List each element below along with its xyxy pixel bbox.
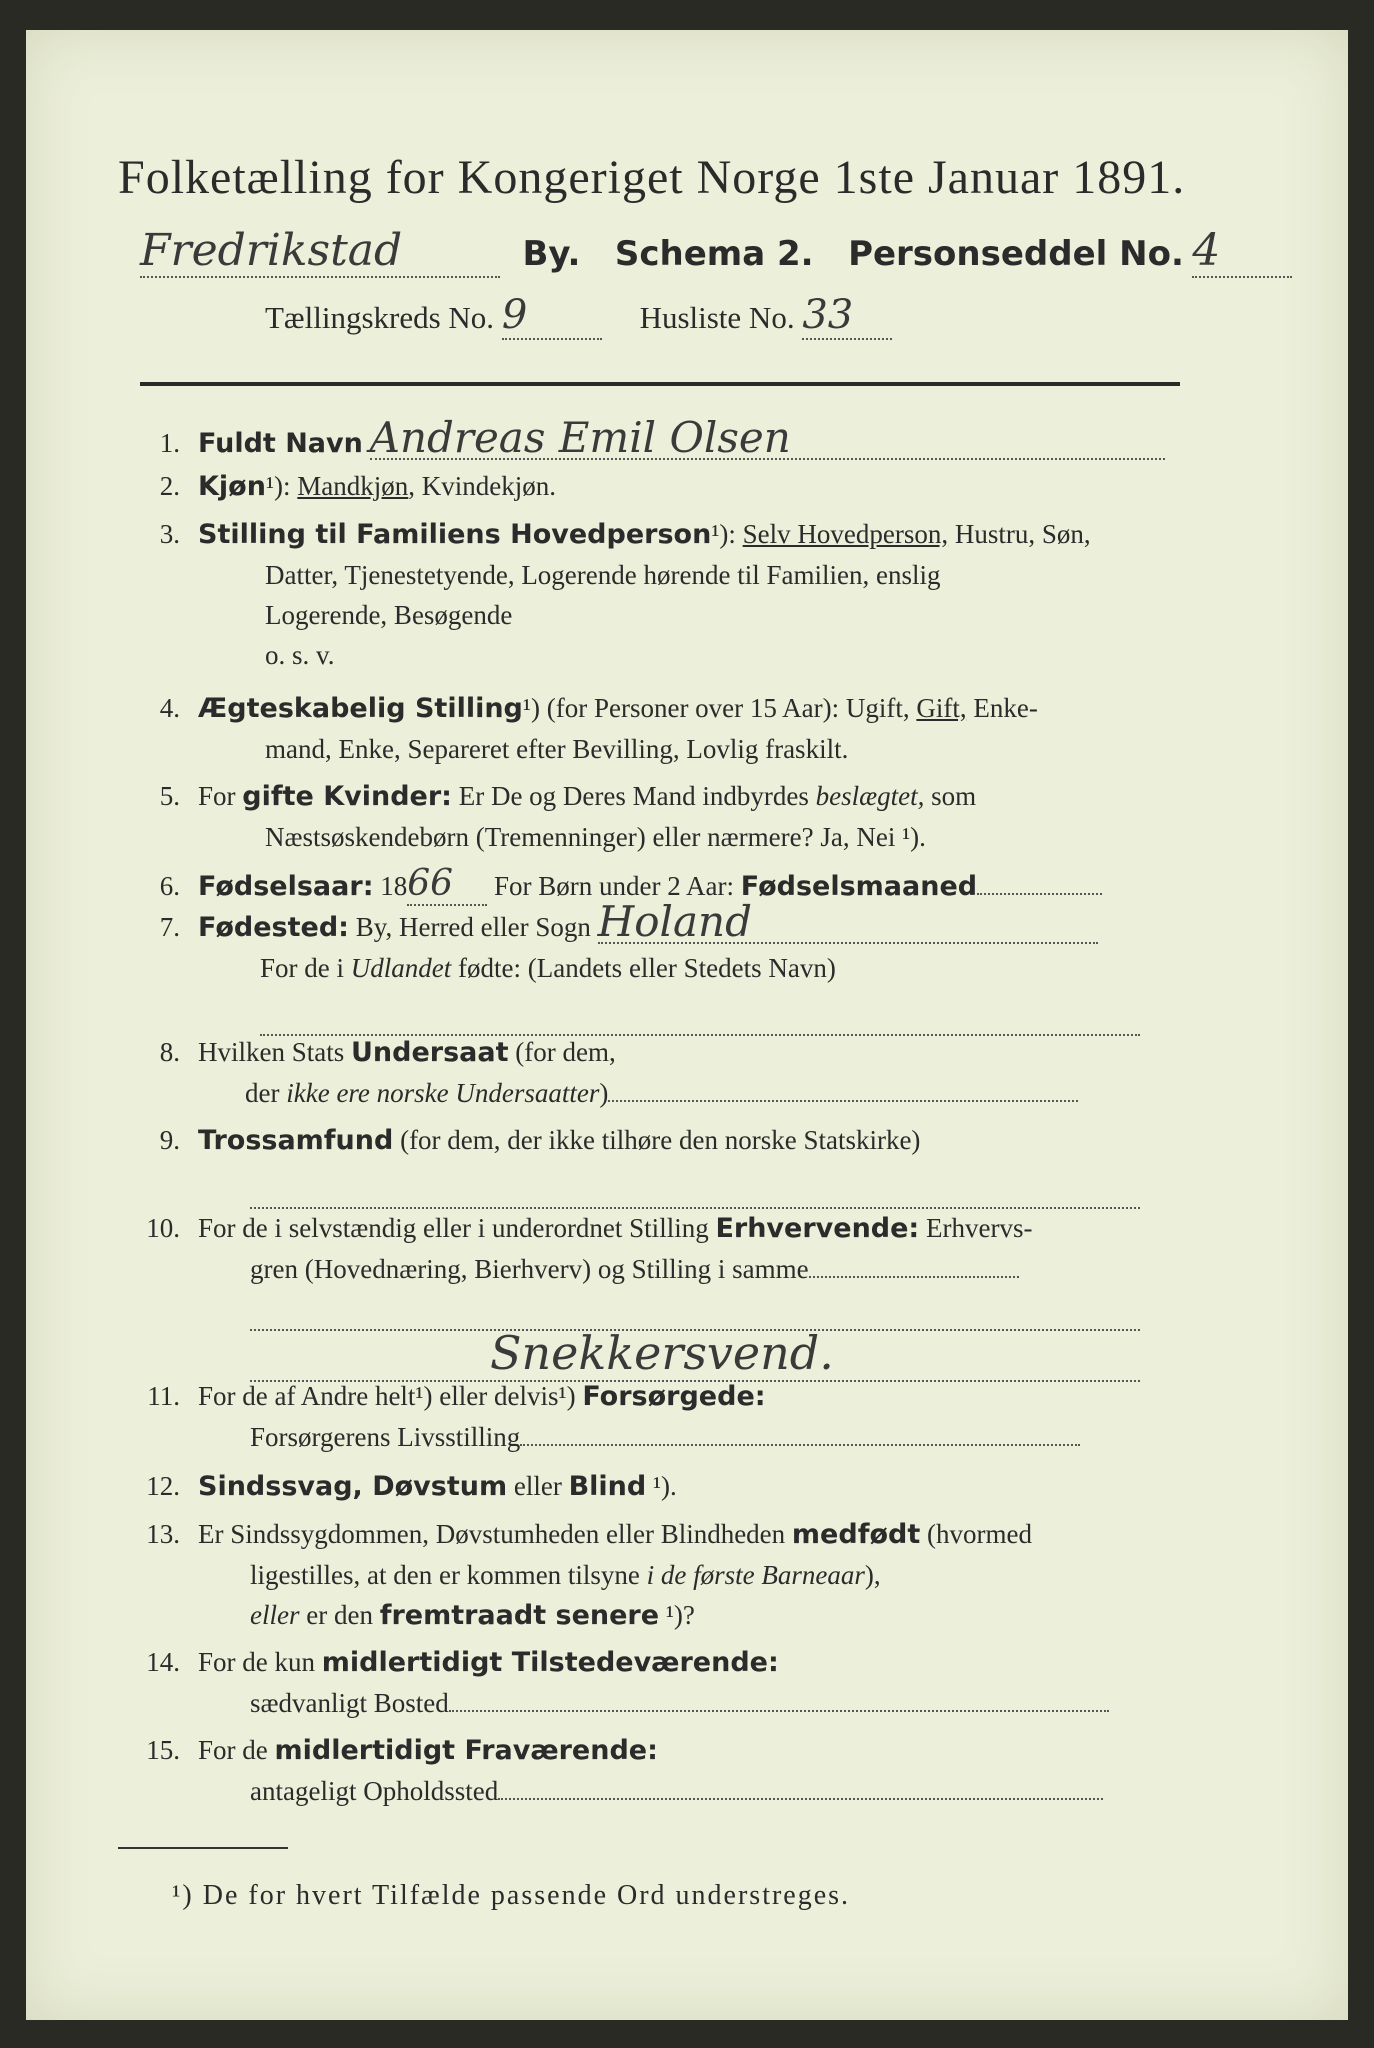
- sex-selected: Mandkjøn: [297, 471, 409, 501]
- occupation-answer: Snekkersvend.: [490, 1326, 834, 1380]
- header-divider: [140, 382, 1180, 386]
- footnote-divider: [118, 1847, 288, 1849]
- full-name-answer: Andreas Emil Olsen: [370, 418, 1165, 460]
- personseddel-number: 4: [1192, 225, 1292, 278]
- question-7: 7. Fødested: By, Herred eller Sogn Holand For de i Udlandet fødte: (Landets eller Stedets Navn): [130, 902, 1140, 1036]
- husliste-label: Husliste No.: [639, 300, 795, 335]
- kreds-row: [265, 292, 1165, 340]
- question-11: 11. For de af Andre helt¹) eller delvis¹) Forsørgede: Forsørgerens Livsstilling: [130, 1376, 1080, 1457]
- question-6: 6. Fødselsaar: 1866 For Børn under 2 Aar: Fødselsmaaned: [130, 864, 1102, 907]
- question-1: 1. Fuldt Navn Andreas Emil Olsen: [130, 418, 1165, 464]
- city-schema-row: [140, 225, 1221, 278]
- city-handwritten: Fredrikstad: [140, 225, 500, 278]
- form-title: Folketælling for Kongeriget Norge 1ste Januar 1891.: [118, 151, 1186, 204]
- question-12: 12. Sindssvag, Døvstum eller Blind ¹).: [146, 1471, 677, 1502]
- question-13: 13. Er Sindssygdommen, Døvstumheden eller Blindheden medfødt (hvormed ligestilles, at den er kommen tilsyne i de første Barneaar), eller er den fremtraadt senere ¹)?: [146, 1519, 1032, 1631]
- schema-label: Schema 2.: [614, 234, 814, 274]
- question-2: 2. Kjøn¹): Mandkjøn, Kvindekjøn.: [159, 471, 557, 502]
- question-14: 14. For de kun midlertidigt Tilstedeværende: sædvanligt Bosted: [130, 1642, 1109, 1723]
- question-5: 5. For gifte Kvinder: Er De og Deres Mand indbyrdes beslægtet, som Næstsøskendebørn (Tremenninger) eller nærmere? Ja, Nei ¹).: [159, 781, 977, 852]
- husliste-number: 33: [802, 292, 892, 340]
- by-label: By.: [522, 234, 581, 274]
- footnote: ¹) De for hvert Tilfælde passende Ord understreges.: [172, 1880, 851, 1911]
- question-8: 8. Hvilken Stats Undersaat (for dem, der ikke ere norske Undersaatter): [130, 1032, 1078, 1113]
- question-15: 15. For de midlertidigt Fraværende: antageligt Opholdssted: [130, 1730, 1103, 1811]
- question-9: 9. Trossamfund (for dem, der ikke tilhøre den norske Statskirke): [130, 1120, 1140, 1209]
- question-10: 10. For de i selvstændig eller i underordnet Stilling Erhvervende: Erhvervs- gren (Hovednæring, Bierhverv) og Stilling i samme Snekkersvend.: [130, 1208, 1140, 1382]
- question-4: 4. Ægteskabelig Stilling¹) (for Personer over 15 Aar): Ugift, Gift, Enke- mand, Enke, Separeret efter Bevilling, Lovlig fraskilt.: [159, 693, 1038, 764]
- birthplace-answer: Holand: [598, 902, 1098, 944]
- family-position-selected: Selv Hovedperson,: [742, 519, 949, 549]
- personseddel-label: Personseddel No.: [848, 234, 1184, 274]
- kreds-label: Tællingskreds No.: [265, 300, 495, 335]
- kreds-number: 9: [502, 292, 602, 340]
- marital-selected: Gift,: [916, 693, 967, 723]
- birth-year-answer: 66: [407, 864, 487, 906]
- question-3: 3. Stilling til Familiens Hovedperson¹): Selv Hovedperson, Hustru, Søn, Datter, Tjenestetyende, Logerende hørende til Familien, enslig Logerende, Besøgende o. s. v.: [159, 519, 1091, 670]
